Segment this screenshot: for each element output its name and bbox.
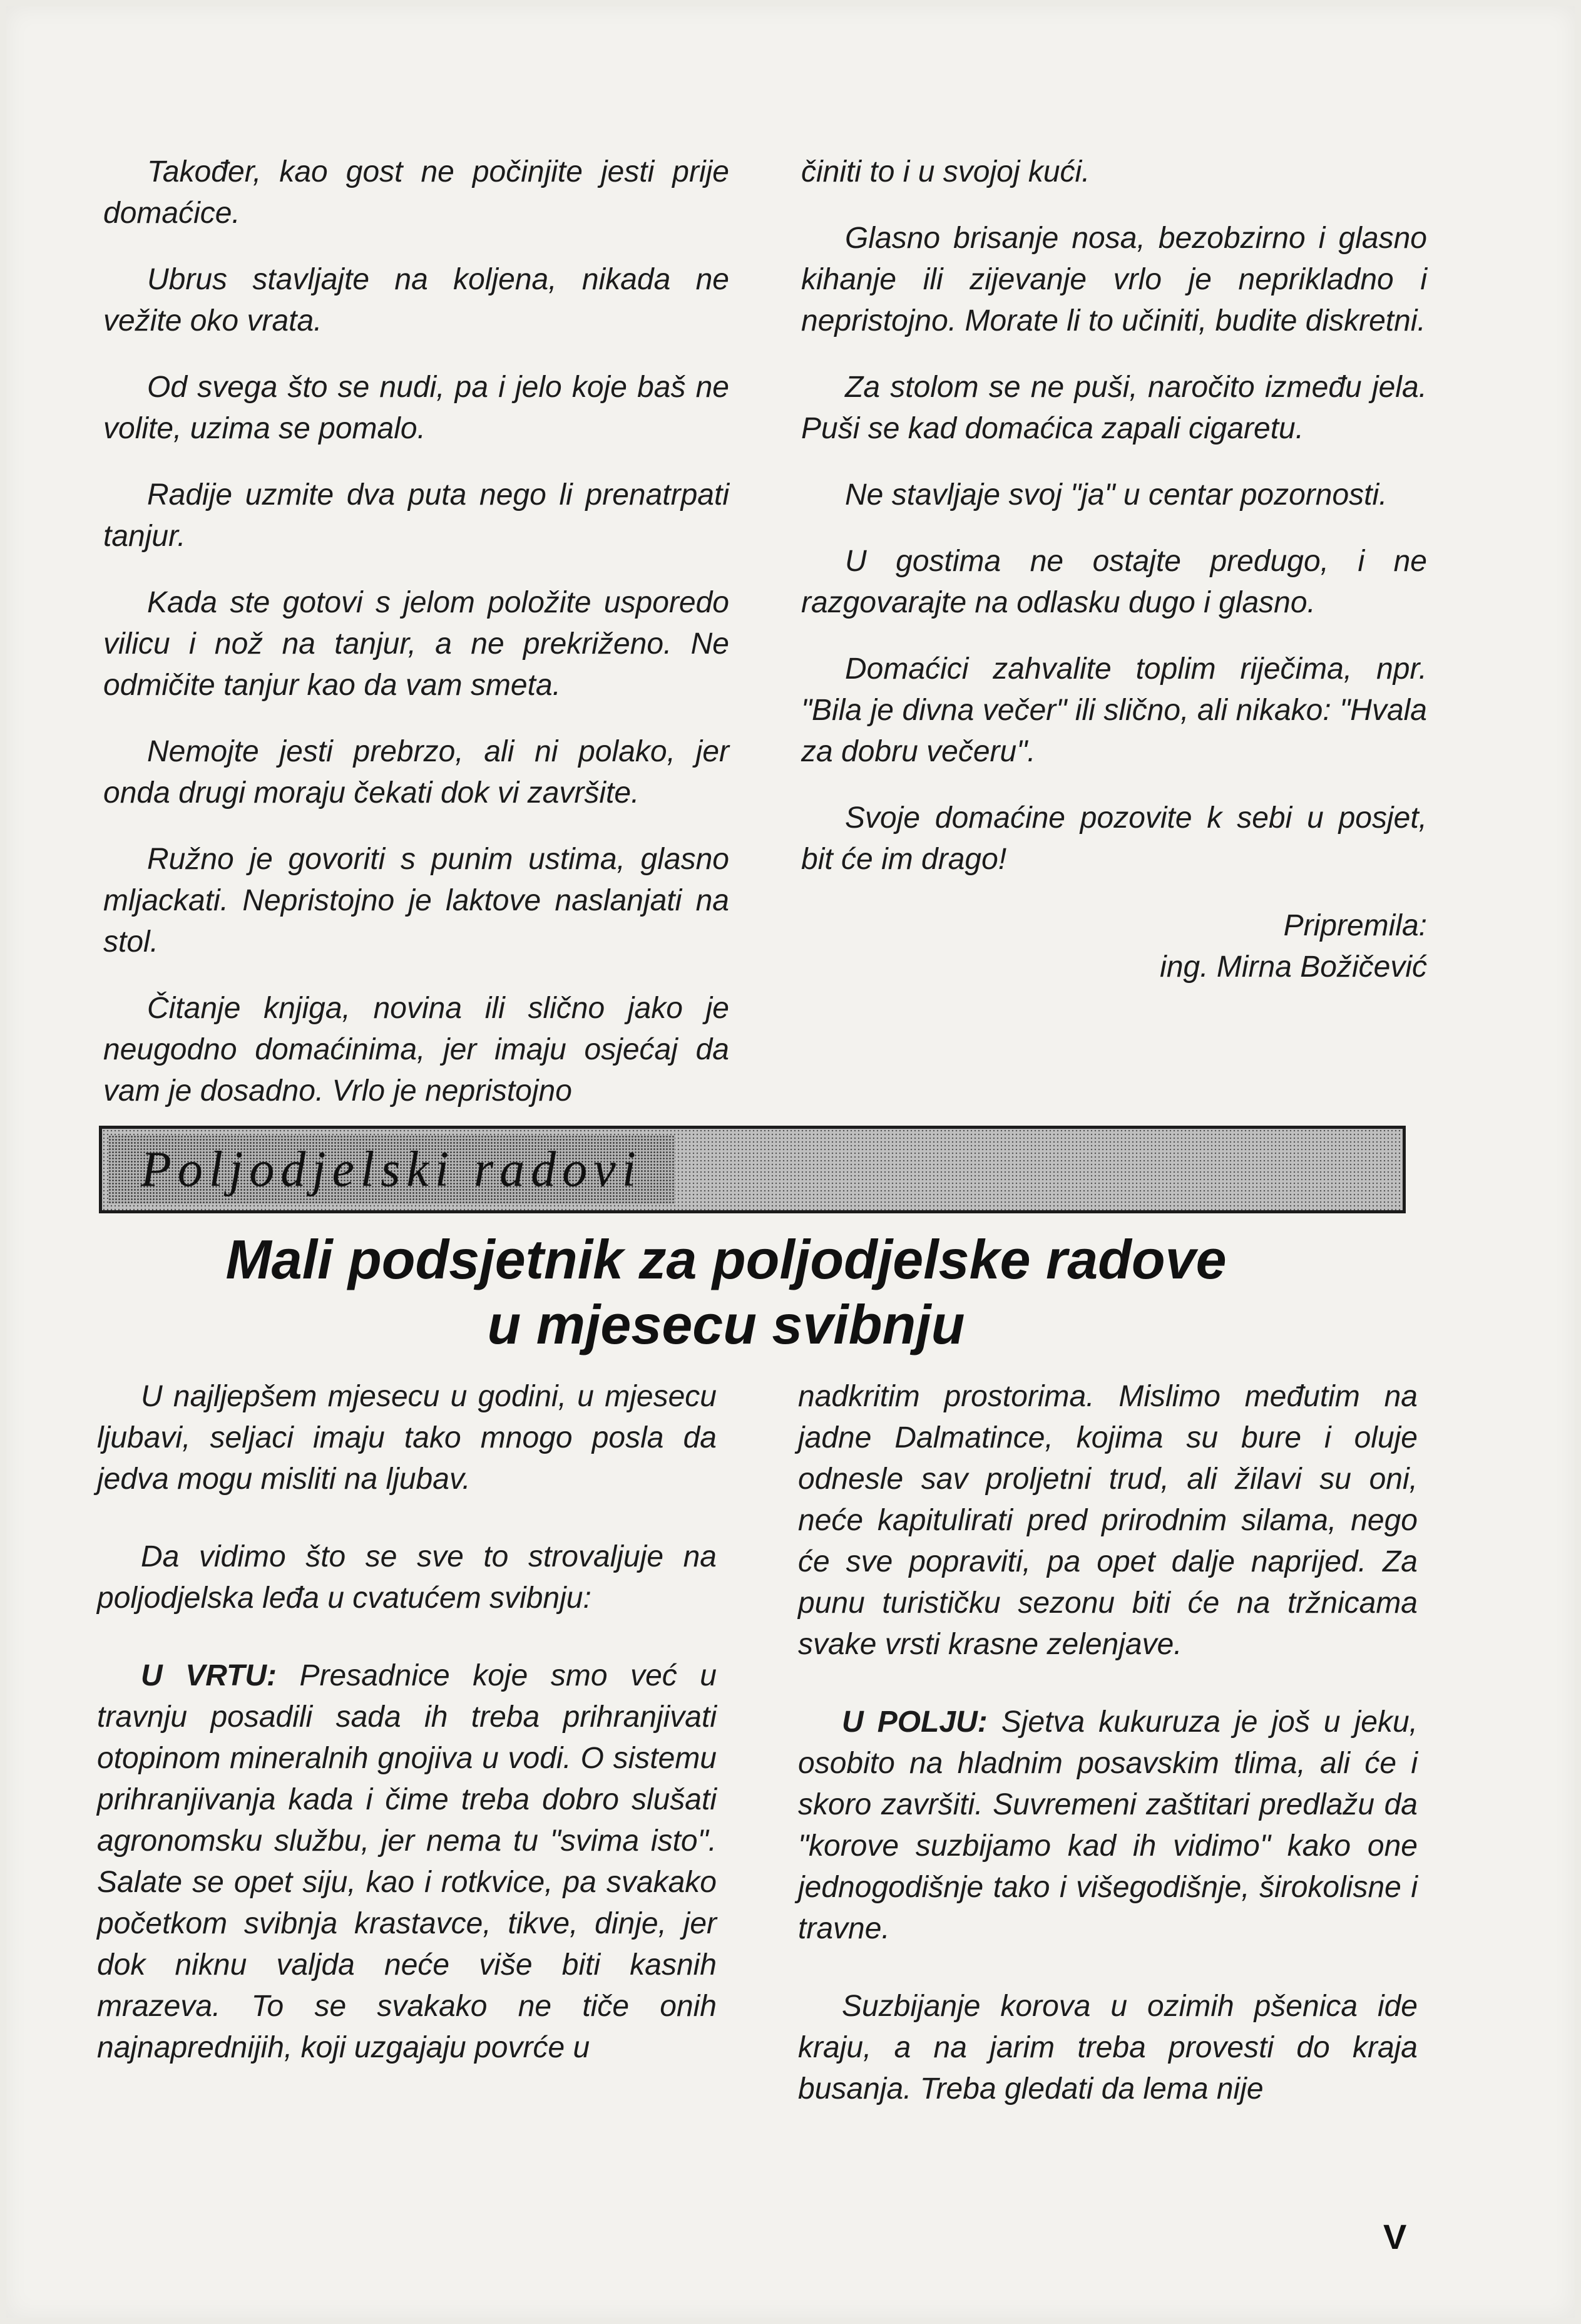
paragraph: Svoje domaćine pozovite k sebi u posjet, bit će im drago! (801, 801, 1427, 876)
paragraph-garden (97, 1655, 717, 2069)
paragraph: Također, kao gost ne počinjite jesti prije domaćice. (103, 155, 729, 230)
keyword-field: U POLJU: (842, 1705, 988, 1739)
paragraph: Domaćici zahvalite toplim riječima, npr. "Bila je divna večer" ili slično, ali nikako: "Hvala za dobru večeru". (801, 652, 1427, 768)
paragraph-field (798, 1702, 1418, 1950)
article-column-left (97, 1376, 717, 2105)
paragraph: Radije uzmite dva puta nego li prenatrpati tanjur. (103, 478, 729, 553)
keyword-garden: U VRTU: (141, 1659, 277, 1692)
paragraph: nadkritim prostorima. Mislimo međutim na jadne Dalmatince, kojima su bure i oluje odnesle sav proljetni trud, ali žilavi su oni, neće kapitulirati pred prirodnim silama, nego će sve popraviti, pa opet dalje naprijed. Za punu turističku sezonu biti će na tržnicama svake vrsti krasne zelenjave. (798, 1380, 1418, 1661)
article-column-right (798, 1376, 1418, 2146)
paragraph: Ne stavljaje svoj "ja" u centar pozornosti. (845, 478, 1388, 512)
article-headline (194, 1227, 1258, 1357)
author-credit (801, 905, 1427, 988)
page-number: V (1383, 2217, 1407, 2256)
paragraph-text: Presadnice koje smo već u travnju posadili sada ih treba prihranjivati otopinom mineralnih gnojiva u vodi. O sistemu prihranjivanja kada i čime treba dobro slušati agronomsku službu, jer nema tu "svima isto". Salate se opet siju, kao i rotkvice, pa svakako početkom svibnja krastavce, tikve, dinje, jer dok niknu valjda neće više biti kasnih mrazeva. To se svakako ne tiče onih najnaprednijih, koji uzgajaju povrće u (97, 1659, 717, 2064)
paragraph: Da vidimo što se sve to strovaljuje na poljodjelska leđa u cvatućem svibnju: (97, 1540, 717, 1615)
paragraph: U gostima ne ostajte predugo, i ne razgovarajte na odlasku dugo i glasno. (801, 545, 1427, 619)
paragraph: Ružno je govoriti s punim ustima, glasno mljackati. Nepristojno je laktove naslanjati na stol. (103, 843, 729, 959)
paragraph-text: Sjetva kukuruza je još u jeku, osobito na hladnim posavskim tlima, ali će i skoro završiti. Suvremeni zaštitari predlažu da "korove suzbijamo kad ih vidimo" kako one jednogodišnje tako i višegodišnje, širokolisne i travne. (798, 1705, 1418, 1945)
etiquette-column-right (801, 152, 1427, 988)
paragraph: Nemojte jesti prebrzo, ali ni polako, jer onda drugi moraju čekati dok vi završite. (103, 735, 729, 810)
etiquette-column-left (103, 152, 729, 1137)
credit-author: ing. Mirna Božičević (1160, 950, 1427, 984)
paragraph: Ubrus stavljajte na koljena, nikada ne vežite oko vrata. (103, 263, 729, 337)
paragraph: Čitanje knjiga, novina ili slično jako je neugodno domaćinima, jer imaju osjećaj da vam je dosadno. Vrlo je nepristojno (103, 992, 729, 1108)
section-banner (99, 1126, 1406, 1213)
paragraph: Glasno brisanje nosa, bezobzirno i glasno kihanje ili zijevanje vrlo je neprikladno i nepristojno. Morate li to učiniti, budite diskretni. (801, 222, 1427, 337)
headline-line-2: u mjesecu svibnju (487, 1293, 965, 1355)
document-page (6, 6, 1575, 2318)
paragraph: Kada ste gotovi s jelom položite usporedo vilicu i nož na tanjur, a ne prekriženo. Ne odmičite tanjur kao da vam smeta. (103, 586, 729, 702)
paragraph: U najljepšem mjesecu u godini, u mjesecu ljubavi, seljaci imaju tako mnogo posla da jedva mogu misliti na ljubav. (97, 1380, 717, 1496)
paragraph: činiti to i u svojoj kući. (801, 155, 1090, 188)
credit-label: Pripremila: (1283, 909, 1427, 942)
section-label: Poljodjelski radovi (108, 1135, 675, 1204)
paragraph: Od svega što se nudi, pa i jelo koje baš ne volite, uzima se pomalo. (103, 371, 729, 445)
paragraph: Suzbijanje korova u ozimih pšenica ide kraju, a na jarim treba provesti do kraja busanja. Treba gledati da lema nije (798, 1990, 1418, 2105)
headline-line-1: Mali podsjetnik za poljodjelske radove (225, 1228, 1227, 1290)
paragraph: Za stolom se ne puši, naročito između jela. Puši se kad domaćica zapali cigaretu. (801, 371, 1427, 445)
